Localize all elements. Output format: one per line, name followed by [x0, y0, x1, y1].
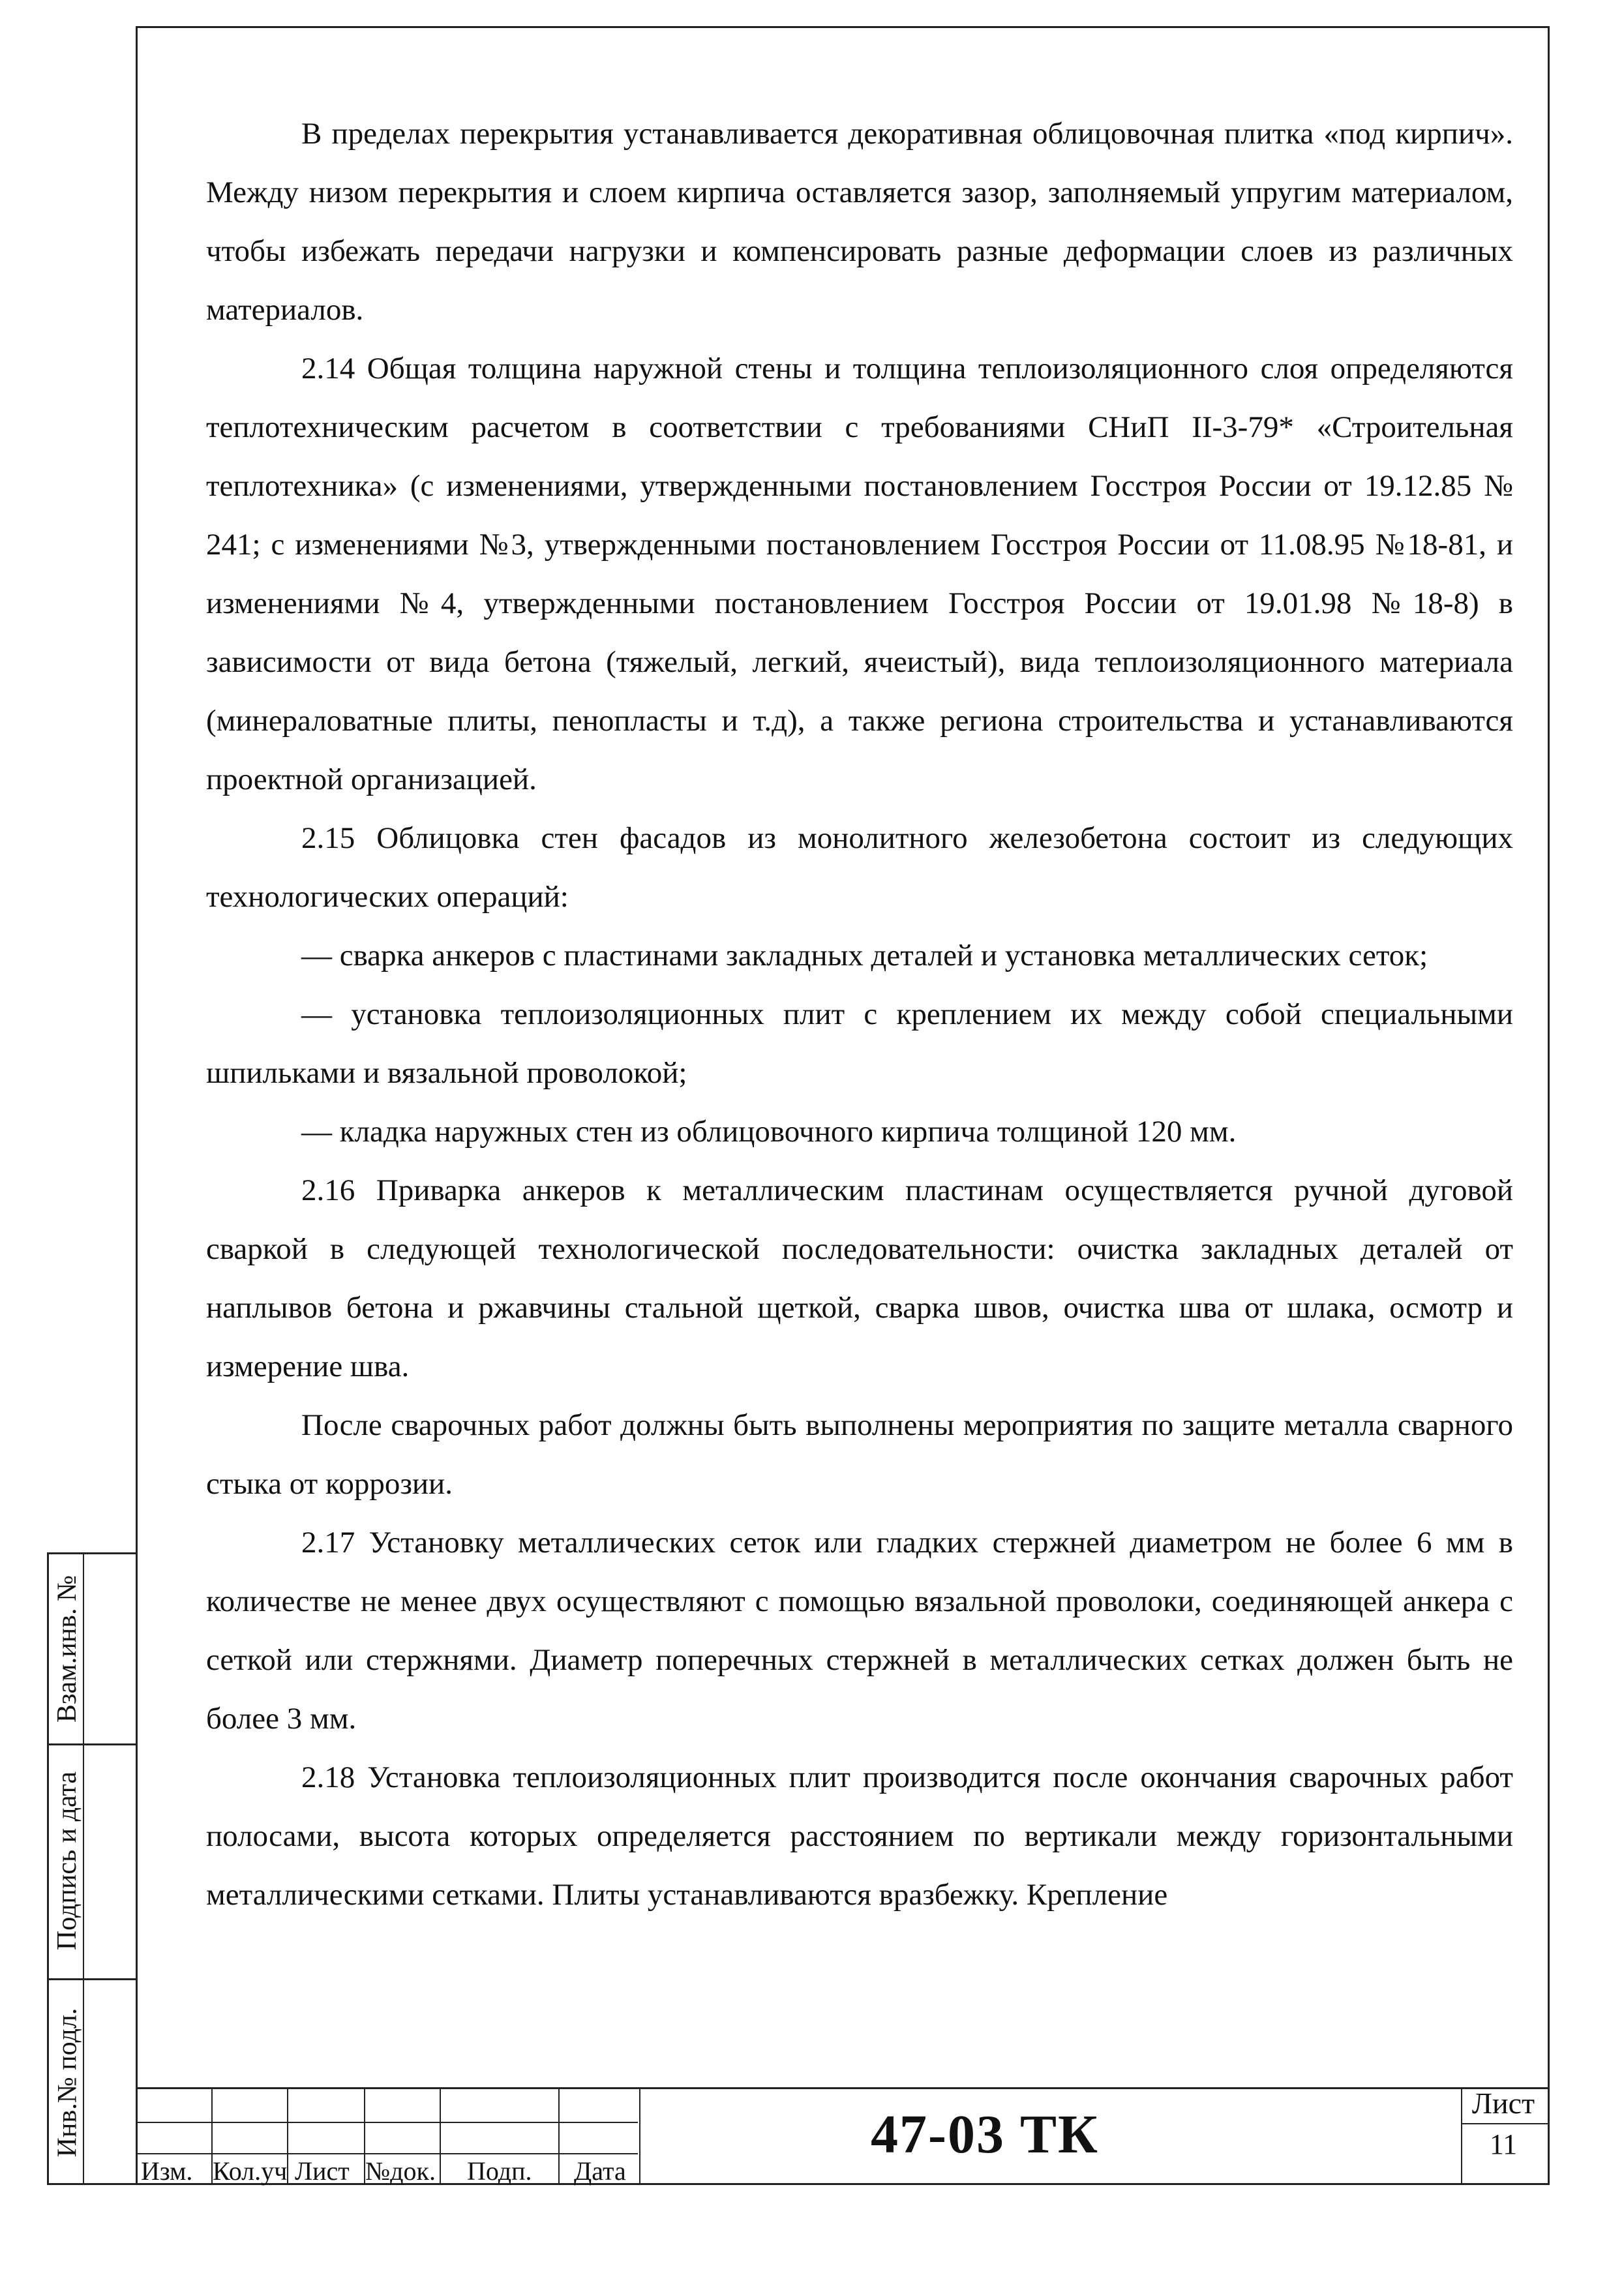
- col-data: Дата: [574, 2156, 626, 2186]
- col-ndok: №док.: [365, 2156, 436, 2186]
- col-list: Лист: [295, 2156, 350, 2186]
- paragraph: После сварочных работ должны быть выполнены мероприятия по защите металла сварного стыка от коррозии.: [206, 1408, 1513, 1501]
- paragraph: 2.18 Установка теплоизоляционных плит производится после окончания сварочных работ полосами, высота которых определяется расстоянием по вертикали между горизонтальными металлическими сетками. Плиты устанавливаются вразбежку. Крепление: [206, 1760, 1513, 1912]
- side-stamp: [47, 1552, 136, 2185]
- list-item: — кладка наружных стен из облицовочного кирпича толщиной 120 мм.: [301, 1115, 1237, 1149]
- col-podp: Подп.: [467, 2156, 532, 2186]
- paragraph: 2.15 Облицовка стен фасадов из монолитного железобетона состоит из следующих технологических операций:: [206, 821, 1513, 914]
- sheet-number: 11: [1489, 2128, 1518, 2160]
- vzam-inv-label: Взам.инв. №: [52, 1575, 82, 1723]
- list-item: — сварка анкеров с пластинами закладных деталей и установка металлических сеток;: [301, 939, 1428, 973]
- podpis-data-label: Подпись и дата: [52, 1771, 82, 1951]
- document-code: 47-03 ТК: [871, 2104, 1099, 2165]
- paragraph: 2.17 Установку металлических сеток или гладких стержней диаметром не более 6 мм в количестве не менее двух осуществляют с помощью вязальной проволоки, соединяющей анкера с сеткой или стержнями. Диаметр поперечных стержней в металлических сетках должен быть не более 3 мм.: [206, 1526, 1513, 1736]
- paragraph: 2.14 Общая толщина наружной стены и толщина теплоизоляционного слоя определяются теплотехническим расчетом в соответствии с требованиями СНиП II-3-79* «Строительная теплотехника» (с изменениями, утвержденными постановлением Госстроя России от 19.12.85 № 241; с изменениями №3, утвержденными постановлением Госстроя России от 11.08.95 №18-81, и изменениями №4, утвержденными постановлением Госстроя России от 19.01.98 №18-8) в зависимости от вида бетона (тяжелый, легкий, ячеистый), вида теплоизоляционного материала (минераловатные плиты, пенопласты и т.д), а также региона строительства и устанавливаются проектной организацией.: [206, 352, 1513, 796]
- list-item: — установка теплоизоляционных плит с креплением их между собой специальными шпильками и вязальной проволокой;: [206, 997, 1513, 1090]
- paragraph: 2.16 Приварка анкеров к металлическим пластинам осуществляется ручной дуговой сваркой в следующей технологической последовательности: очистка закладных деталей от наплывов бетона и ржавчины стальной щеткой, сварка швов, очистка шва от шлака, осмотр и измерение шва.: [206, 1173, 1513, 1383]
- inv-podl-label: Инв.№ подл.: [52, 2008, 82, 2158]
- document-body: [206, 104, 1513, 1924]
- col-kol-uch: Кол.уч: [213, 2156, 288, 2186]
- sheet-label: Лист: [1471, 2087, 1535, 2120]
- col-izm: Изм.: [141, 2156, 193, 2186]
- paragraph: В пределах перекрытия устанавливается декоративная облицовочная плитка «под кирпич». Между низом перекрытия и слоем кирпича оставляется зазор, заполняемый упругим материалом, чтобы избежать передачи нагрузки и компенсировать разные деформации слоев из различных материалов.: [206, 117, 1513, 327]
